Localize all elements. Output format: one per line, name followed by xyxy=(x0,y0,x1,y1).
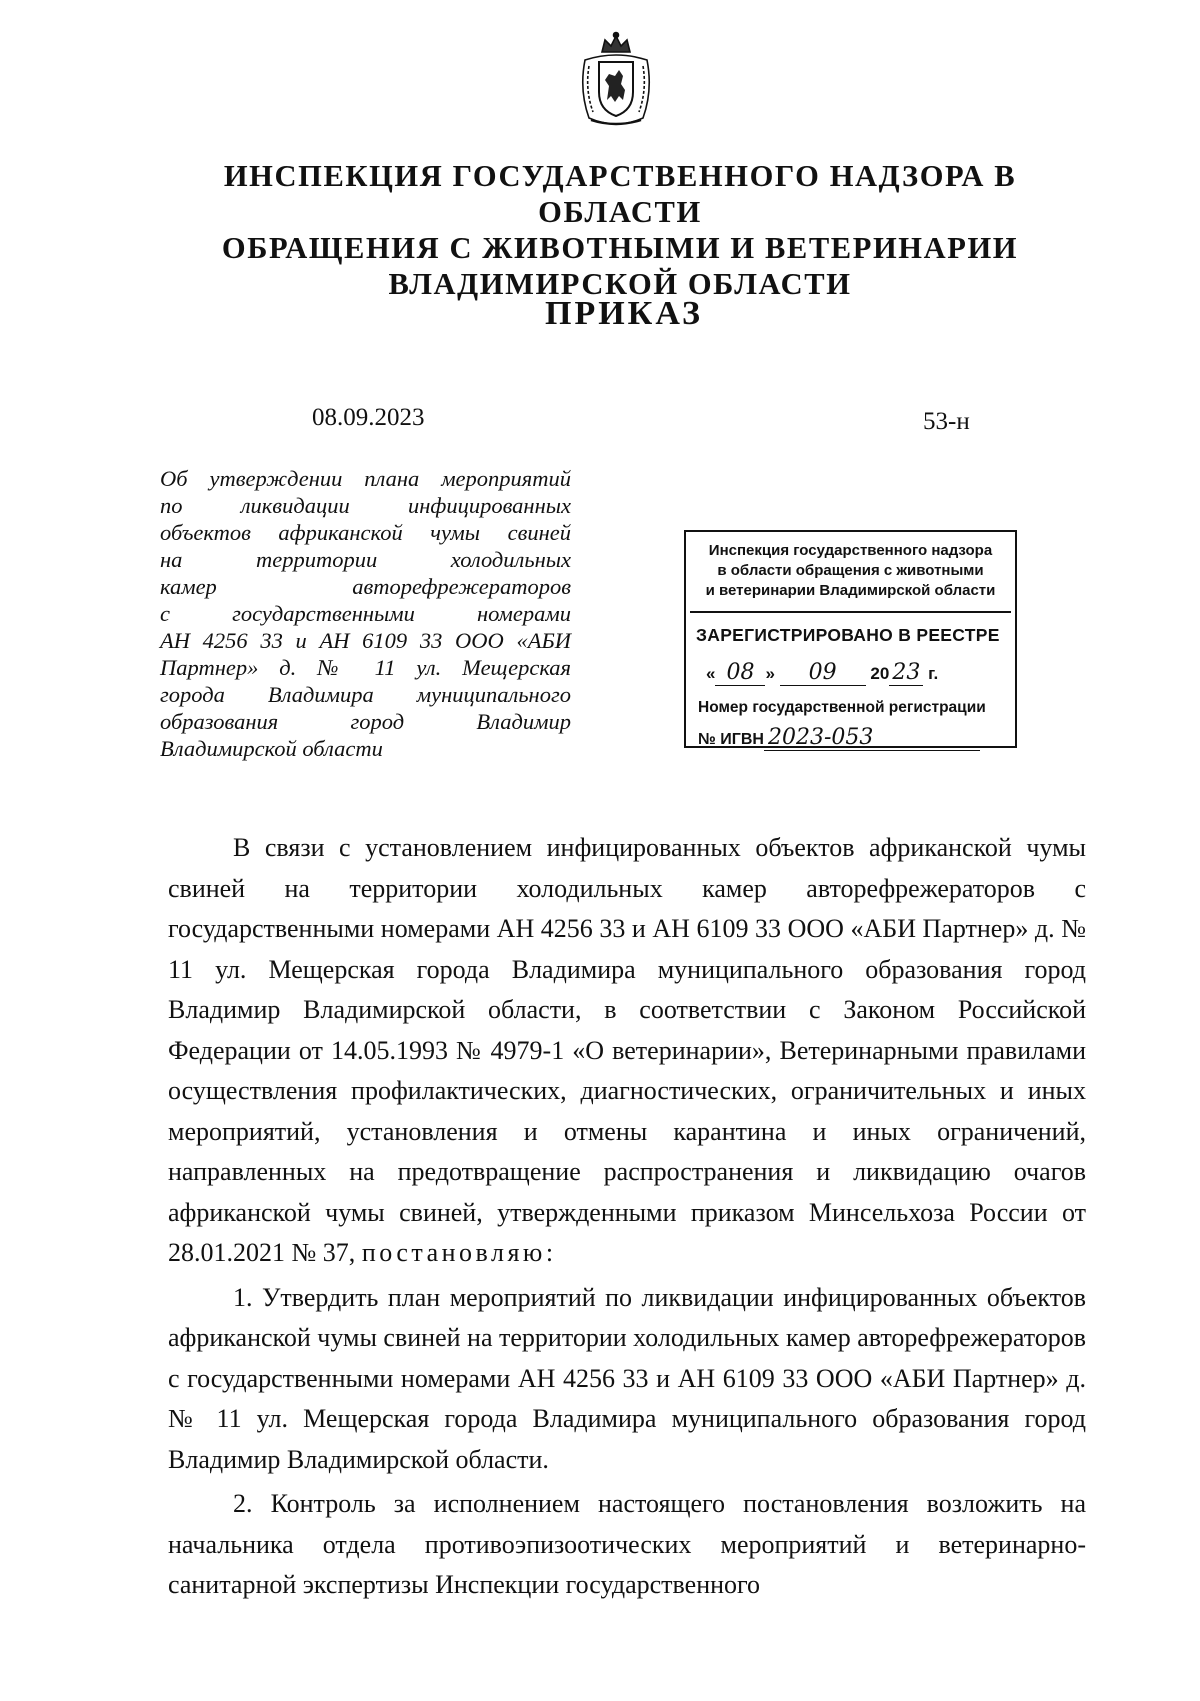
coat-of-arms-emblem xyxy=(575,30,657,130)
decree-word: постановляю: xyxy=(361,1238,557,1267)
header-line: ОБРАЩЕНИЯ С ЖИВОТНЫМИ И ВЕТЕРИНАРИИ xyxy=(221,231,1019,265)
registration-stamp xyxy=(684,530,1017,748)
stamp-reg-prefix: № ИГВН xyxy=(698,731,764,748)
order-number: 53-н xyxy=(923,408,970,435)
order-item-2: 2. Контроль за исполнением настоящего постановления возложить на начальника отдела противоэпизоотических мероприятий и ветеринарно-санитарной экспертизы Инспекции государственного xyxy=(168,1489,1086,1599)
subject-line: Об утверждении плана мероприятий xyxy=(160,466,571,491)
preamble-paragraph xyxy=(168,828,1086,1274)
order-date: 08.09.2023 xyxy=(312,404,425,431)
stamp-year-prefix: 20 xyxy=(870,664,890,683)
stamp-organization xyxy=(686,541,1015,601)
subject-line: Владимирской области xyxy=(160,736,383,761)
subject-line: камер авторефрежераторов xyxy=(160,574,571,599)
stamp-reg-number-label: Номер государственной регистрации xyxy=(698,699,986,716)
issuing-authority-header xyxy=(140,158,1100,302)
stamp-reg-number xyxy=(698,725,1005,749)
preamble-text: В связи с установлением инфицированных объектов африканской чумы свиней на территории холодильных камер авторефрежераторов с государственными номерами АН 4256 33 и АН 6109 33 ООО «АБИ Партнер» д. № 11 ул. Мещерская города Владимира муниципального образования город Владимир Владимирской области, в соответствии с Законом Российской Федерации от 14.05.1993 № 4979-1 «О ветеринарии», Ветеринарными правилами осуществления профилактических, диагностических, ограничительных и иных мероприятий, установления и отмены карантина и иных ограничений, направленных на предотвращение распространения и ликвидацию очагов африканской чумы свиней, утвержденными приказом Минсельхоза России от 28.01.2021 № 37, xyxy=(168,833,1086,1267)
stamp-registration-date xyxy=(706,660,1005,690)
stamp-registered-label: ЗАРЕГИСТРИРОВАНО В РЕЕСТРЕ xyxy=(696,625,1000,645)
order-item-1: 1. Утвердить план мероприятий по ликвидации инфицированных объектов африканской чумы свиней на территории холодильных камер авторефрежераторов с государственными номерами АН 4256 33 и АН 6109 33 ООО «АБИ Партнер» д. № 11 ул. Мещерская города Владимира муниципального образования город Владимир Владимирской области. xyxy=(168,1282,1086,1474)
order-body xyxy=(168,828,1086,1606)
stamp-org-line: в области обращения с животными xyxy=(717,562,984,579)
subject-line: АН 4256 33 и АН 6109 33 ООО «АБИ xyxy=(160,628,571,653)
stamp-org-line: и ветеринарии Владимирской области xyxy=(705,582,996,599)
subject-line: объектов африканской чумы свиней xyxy=(160,520,571,545)
stamp-reg-number-handwritten: 2023-053 xyxy=(764,725,980,751)
subject-line: с государственными номерами xyxy=(160,601,571,626)
subject-line: по ликвидации инфицированных xyxy=(160,493,571,518)
stamp-year-abbr: г. xyxy=(928,664,939,683)
stamp-open-quote: « xyxy=(706,664,716,683)
subject-line: города Владимира муниципального xyxy=(160,682,571,707)
stamp-org-line: Инспекция государственного надзора xyxy=(708,542,993,559)
header-line: ВЛАДИМИРСКОЙ ОБЛАСТИ xyxy=(388,267,852,301)
header-line: ИНСПЕКЦИЯ ГОСУДАРСТВЕННОГО НАДЗОРА В ОБЛАСТИ xyxy=(223,159,1017,229)
stamp-divider xyxy=(690,611,1011,613)
stamp-month-handwritten: 09 xyxy=(780,660,866,686)
order-subject xyxy=(160,465,571,762)
subject-line: образования город Владимир xyxy=(160,709,571,734)
document-type-title: ПРИКАЗ xyxy=(545,295,703,332)
stamp-year-handwritten: 23 xyxy=(889,660,923,686)
stamp-close-quote: » xyxy=(765,664,775,683)
subject-line: на территории холодильных xyxy=(160,547,571,572)
subject-line: Партнер» д. № 11 ул. Мещерская xyxy=(160,655,571,680)
stamp-day-handwritten: 08 xyxy=(715,660,765,686)
